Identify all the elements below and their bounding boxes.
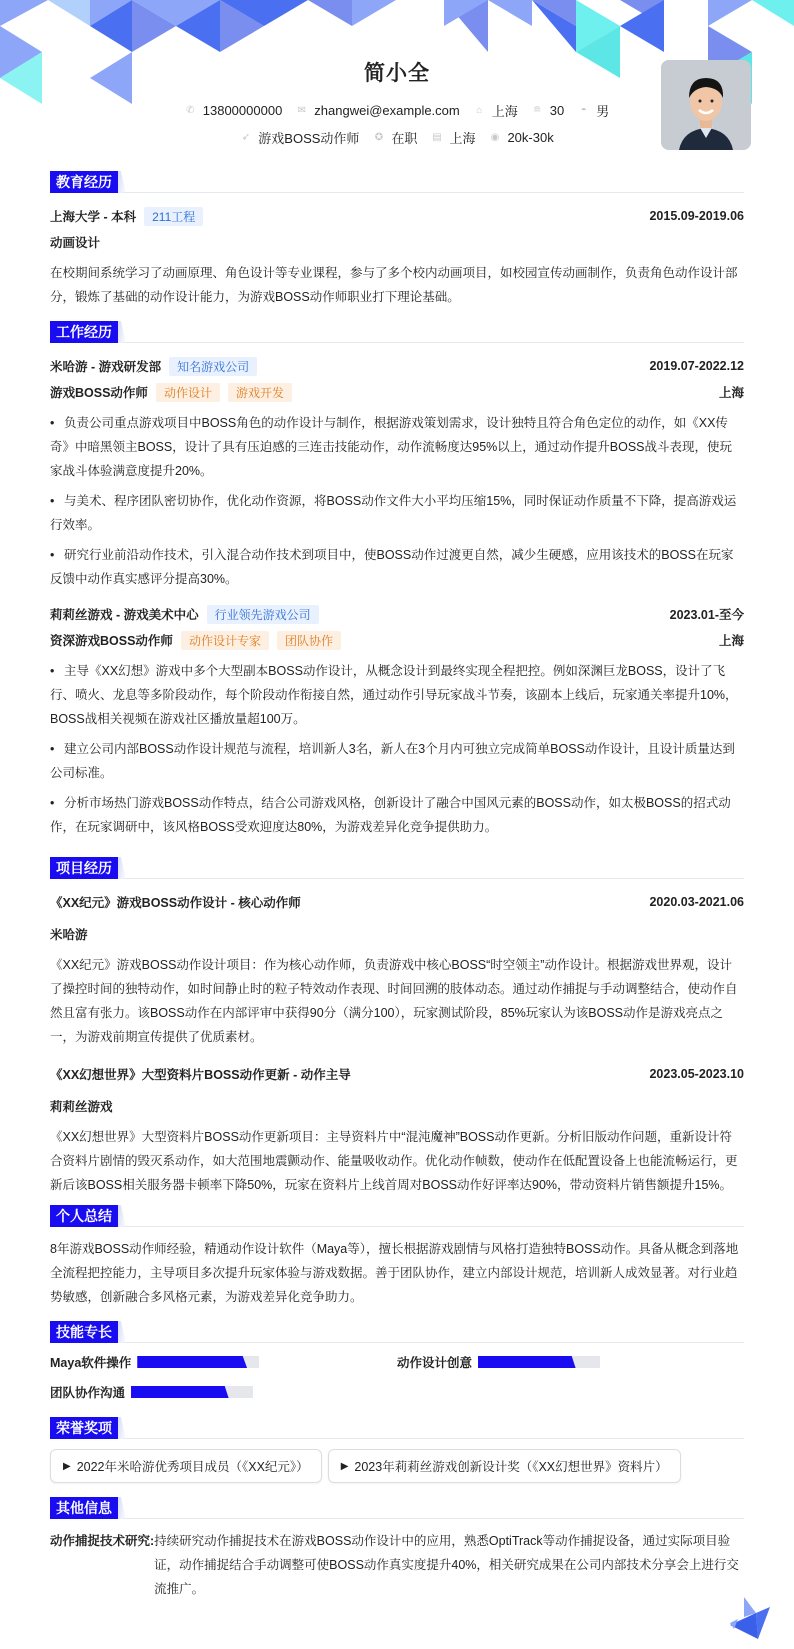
project-desc: 《XX幻想世界》大型资料片BOSS动作更新项目：主导资料片中“混沌魔神”BOSS动作更新。分析旧版动作问题，重新设计符合资料片剧情的毁灭系动作，如大范围地震颤动作、能量吸收动作。优化动作帧数，使动作在低配置设备上也能流畅运行，更新后该BOSS相关服务器卡顿率下降50%，玩家在资料片上线首周对BOSS动作好评率达90%，带动资料片销售额提升15%。 — [50, 1130, 738, 1192]
school-name: 上海大学 - 本科 — [50, 210, 137, 224]
bullet-item: • 建立公司内部BOSS动作设计规范与流程，培训新人3名，新人在3个月内可独立完成简单BOSS动作设计，且设计质量达到公司标准。 — [50, 737, 744, 785]
section-education — [50, 171, 744, 309]
email-item — [296, 103, 459, 118]
major: 动画设计 — [50, 236, 101, 250]
skill-bar — [131, 1386, 253, 1398]
awards-list — [50, 1449, 744, 1483]
work-item — [50, 353, 744, 591]
intent-row — [50, 128, 744, 147]
home-icon: ⌂ — [476, 105, 483, 116]
section-work — [50, 321, 744, 839]
city-item — [431, 128, 475, 147]
contact-row — [50, 101, 744, 120]
corner-decoration — [730, 1597, 770, 1639]
project-desc: 《XX纪元》游戏BOSS动作设计项目：作为核心动作师，负责游戏中核心BOSS“时空领主”动作设计。根据游戏世界观，设计了操控时间的独特动作，如时间静止时的粒子特效动作表现、时间回溯的肢体动态。通过动作捕捉与手动调整结合，使动作自然且富有张力。该BOSS动作在内部评审中获得90分（满分100），玩家测试阶段，85%玩家认为该BOSS动作是游戏亮点之一，为游戏前期宣传提供了优质素材。 — [50, 958, 738, 1044]
work-item — [50, 601, 744, 839]
role-tag: 团队协作 — [277, 631, 341, 650]
role-name: 游戏BOSS动作师 — [50, 386, 148, 400]
email-value: zhangwei@example.com — [314, 103, 460, 118]
award-item — [328, 1449, 681, 1483]
section-header — [50, 171, 744, 193]
project-item — [50, 889, 744, 1049]
bullet-item: • 研究行业前沿动作技术，引入混合动作技术到项目中，使BOSS动作过渡更自然，减少生硬感，应用该技术的BOSS在玩家反馈中动作真实感评分提高30%。 — [50, 543, 744, 591]
age-item — [532, 103, 564, 118]
plane-icon: ➶ — [241, 132, 250, 143]
bullet-item: • 与美术、程序团队密切协作，优化动作资源，将BOSS动作文件大小平均压缩15%，同时保证动作质量不下降，提高游戏运行效率。 — [50, 489, 744, 537]
work-bullets — [50, 659, 744, 839]
age-value: 30 — [549, 103, 565, 118]
work-location: 上海 — [718, 634, 744, 648]
work-date: 2023.01-至今 — [669, 608, 744, 622]
resume-header — [50, 0, 744, 165]
gender-icon: ◓ — [580, 105, 587, 116]
skill-bar — [478, 1356, 600, 1368]
award-text: 2022年米哈游优秀项目成员（《XX纪元》） — [76, 1460, 309, 1474]
candidate-name: 简小全 — [364, 62, 430, 85]
skill-item — [50, 1353, 397, 1371]
role-row — [50, 379, 744, 405]
award-text: 2023年莉莉丝游戏创新设计奖（《XX幻想世界》资料片） — [354, 1460, 668, 1474]
bullet-item: • 负责公司重点游戏项目中BOSS角色的动作设计与制作，根据游戏策划需求，设计独特且符合角色定位的动作，如《XX传奇》中暗黑领主BOSS，设计了具有压迫感的三连击技能动作，动作流畅度达95%以上，通过动作提升BOSS战斗表现，使玩家战斗体验满意度提升20%。 — [50, 411, 744, 483]
work-date: 2019.07-2022.12 — [649, 359, 744, 373]
gender-item — [578, 101, 609, 120]
skill-bar — [137, 1356, 259, 1368]
project-row — [50, 1061, 744, 1087]
project-org-row — [50, 1093, 744, 1119]
section-awards — [50, 1417, 744, 1483]
status-item — [373, 128, 417, 147]
phone-item — [185, 103, 283, 118]
avatar — [661, 60, 751, 150]
other-item — [50, 1529, 744, 1601]
city-value: 上海 — [449, 131, 476, 146]
section-header — [50, 857, 744, 879]
company-name: 米哈游 - 游戏研发部 — [50, 360, 162, 374]
hometown-item — [474, 101, 518, 120]
skill-bar-fill — [131, 1386, 229, 1398]
project-date: 2020.03-2021.06 — [649, 895, 744, 909]
project-item — [50, 1061, 744, 1197]
triangle-right-icon: ▶ — [340, 1460, 349, 1472]
section-projects — [50, 857, 744, 1197]
section-header — [50, 1497, 744, 1519]
skill-name: 团队协作沟通 — [50, 1386, 126, 1400]
education-row — [50, 203, 744, 229]
role-name: 资深游戏BOSS动作师 — [50, 634, 173, 648]
status-icon: ✪ — [374, 132, 384, 143]
role-tag: 动作设计专家 — [181, 631, 269, 650]
phone-value: 13800000000 — [202, 103, 283, 118]
skill-name: 动作设计创意 — [397, 1356, 473, 1370]
salary-item — [489, 130, 553, 145]
company-row — [50, 601, 744, 627]
section-title: 个人总结 — [50, 1205, 118, 1227]
section-header — [50, 1205, 744, 1227]
major-row — [50, 229, 744, 255]
company-row — [50, 353, 744, 379]
skill-name: Maya软件操作 — [50, 1356, 132, 1370]
project-org: 米哈游 — [50, 928, 88, 942]
bullet-item: • 主导《XX幻想》游戏中多个大型副本BOSS动作设计，从概念设计到最终实现全程把控。例如深渊巨龙BOSS，设计了飞行、喷火、龙息等多阶段动作，每个阶段动作衔接自然，通过动作引导玩家战斗节奏，该副本上线后，玩家通关率提升10%，BOSS战相关视频在游戏社区播放量超100万。 — [50, 659, 744, 731]
section-header — [50, 321, 744, 343]
work-bullets — [50, 411, 744, 591]
project-org: 莉莉丝游戏 — [50, 1100, 113, 1114]
section-title: 技能专长 — [50, 1321, 118, 1343]
gender-value: 男 — [596, 104, 610, 119]
award-item — [50, 1449, 322, 1483]
other-key: 动作捕捉技术研究: — [50, 1534, 155, 1548]
company-tag: 知名游戏公司 — [169, 357, 257, 376]
role-tag: 游戏开发 — [228, 383, 292, 402]
section-header — [50, 1321, 744, 1343]
job-intent-value: 游戏BOSS动作师 — [258, 131, 360, 146]
section-title: 工作经历 — [50, 321, 118, 343]
triangle-right-icon: ▶ — [63, 1460, 71, 1472]
role-tag: 动作设计 — [156, 383, 220, 402]
job-intent-item — [240, 128, 359, 147]
project-org-row — [50, 921, 744, 947]
section-other — [50, 1497, 744, 1601]
salary-value: 20k-30k — [507, 130, 554, 145]
status-value: 在职 — [391, 131, 418, 146]
section-summary — [50, 1205, 744, 1309]
project-date: 2023.05-2023.10 — [649, 1067, 744, 1081]
skill-bar-fill — [137, 1356, 247, 1368]
building-icon: ▤ — [432, 132, 442, 143]
company-tag: 行业领先游戏公司 — [207, 605, 319, 624]
education-date: 2015.09-2019.06 — [649, 209, 744, 223]
section-header — [50, 1417, 744, 1439]
salary-icon: ◉ — [490, 132, 500, 143]
project-name: 《XX纪元》游戏BOSS动作设计 - 核心动作师 — [50, 896, 301, 910]
education-desc: 在校期间系统学习了动画原理、角色设计等专业课程，参与了多个校内动画项目，如校园宣传动画制作，负责角色动作设计部分，锻炼了基础的动作设计能力，为游戏BOSS动作师职业打下理论基础。 — [50, 266, 738, 304]
company-name: 莉莉丝游戏 - 游戏美术中心 — [50, 608, 199, 622]
project-name: 《XX幻想世界》大型资料片BOSS动作更新 - 动作主导 — [50, 1068, 351, 1082]
bullet-item: • 分析市场热门游戏BOSS动作特点，结合公司游戏风格，创新设计了融合中国风元素的BOSS动作，如太极BOSS的招式动作，在玩家调研中，该风格BOSS受欢迎度达80%，为游戏差异化竞争提供助力。 — [50, 791, 744, 839]
phone-icon: ✆ — [186, 105, 195, 116]
skill-bar-fill — [478, 1356, 576, 1368]
section-title: 教育经历 — [50, 171, 118, 193]
summary-text: 8年游戏BOSS动作师经验，精通动作设计软件（Maya等），擅长根据游戏剧情与风格打造独特BOSS动作。具备从概念到落地全流程把控能力，主导项目多次提升玩家体验与游戏数据。善于团队协作，建立内部设计规范，培训新人成效显著。对行业趋势敏感，创新融合多风格元素，为游戏差异化竞争助力。 — [50, 1242, 739, 1304]
section-title: 荣誉奖项 — [50, 1417, 118, 1439]
skills-grid — [50, 1353, 744, 1401]
section-title: 其他信息 — [50, 1497, 118, 1519]
work-location: 上海 — [718, 386, 744, 400]
other-value: 持续研究动作捕捉技术在游戏BOSS动作设计中的应用，熟悉OptiTrack等动作捕捉设备，通过实际项目验证，动作捕捉结合手动调整可使BOSS动作真实度提升40%，相关研究成果在公司内部技术分享会上进行交流推广。 — [154, 1534, 739, 1596]
hometown-value: 上海 — [491, 104, 518, 119]
skill-item — [397, 1353, 744, 1371]
age-icon: ≘ — [533, 105, 542, 116]
avatar-photo — [661, 60, 751, 150]
school-tag: 211工程 — [144, 207, 203, 226]
role-row — [50, 627, 744, 653]
section-skills — [50, 1321, 744, 1401]
skill-item — [50, 1383, 397, 1401]
mail-icon: ✉ — [297, 105, 306, 116]
project-row — [50, 889, 744, 915]
section-title: 项目经历 — [50, 857, 118, 879]
